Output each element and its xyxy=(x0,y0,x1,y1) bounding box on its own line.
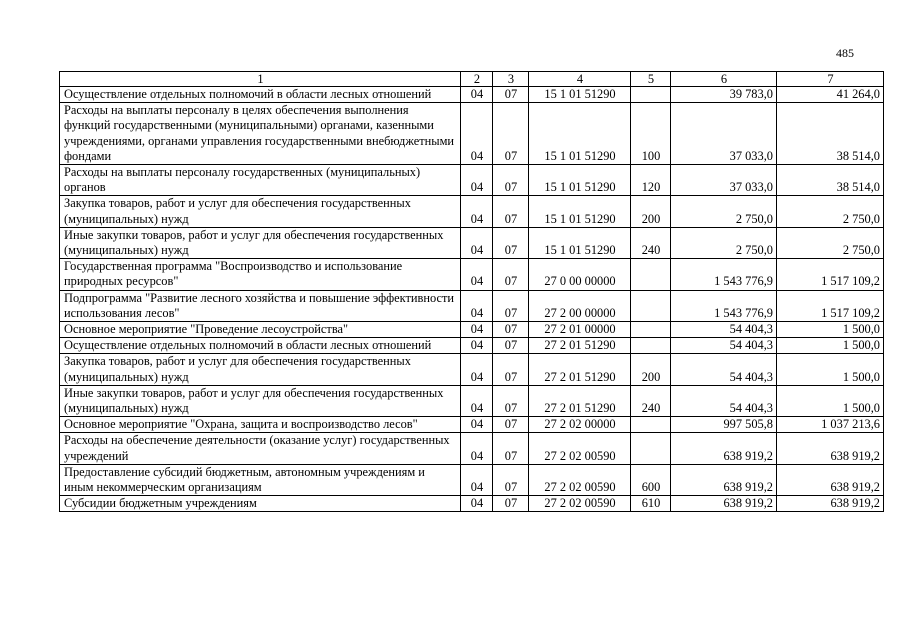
amount-year1-cell: 2 750,0 xyxy=(671,196,777,227)
expense-name-cell: Основное мероприятие "Проведение лесоустройства" xyxy=(60,322,461,338)
table-row xyxy=(60,433,884,464)
amount-year1-cell: 638 919,2 xyxy=(671,496,777,512)
expense-name-cell: Иные закупки товаров, работ и услуг для обеспечения государственных (муниципальных) нужд xyxy=(60,385,461,416)
amount-year1-cell: 1 543 776,9 xyxy=(671,290,777,321)
amount-year1-cell: 1 543 776,9 xyxy=(671,259,777,290)
amount-year1-cell: 54 404,3 xyxy=(671,385,777,416)
expense-name-cell: Расходы на выплаты персоналу в целях обеспечения выполнения функций государственными (муниципальными) органами, казенными учреждениями, органами управления государственными внебюджетными фондами xyxy=(60,103,461,165)
table-row xyxy=(60,385,884,416)
column-header: 6 xyxy=(671,72,777,87)
expense-type-cell: 610 xyxy=(631,496,671,512)
table-row xyxy=(60,417,884,433)
target-article-cell: 27 2 00 00000 xyxy=(529,290,631,321)
amount-year2-cell: 38 514,0 xyxy=(777,165,884,196)
amount-year1-cell: 54 404,3 xyxy=(671,322,777,338)
section-code-cell: 04 xyxy=(461,354,493,385)
expense-type-cell xyxy=(631,338,671,354)
expense-type-cell: 240 xyxy=(631,385,671,416)
amount-year2-cell: 638 919,2 xyxy=(777,464,884,495)
table-row xyxy=(60,354,884,385)
expense-name-cell: Осуществление отдельных полномочий в области лесных отношений xyxy=(60,338,461,354)
amount-year2-cell: 1 500,0 xyxy=(777,354,884,385)
target-article-cell: 27 2 02 00000 xyxy=(529,417,631,433)
amount-year2-cell: 38 514,0 xyxy=(777,103,884,165)
target-article-cell: 15 1 01 51290 xyxy=(529,87,631,103)
section-code-cell: 04 xyxy=(461,385,493,416)
subsection-code-cell: 07 xyxy=(493,322,529,338)
section-code-cell: 04 xyxy=(461,322,493,338)
amount-year1-cell: 638 919,2 xyxy=(671,433,777,464)
table-row xyxy=(60,165,884,196)
table-row xyxy=(60,464,884,495)
amount-year2-cell: 1 517 109,2 xyxy=(777,259,884,290)
section-code-cell: 04 xyxy=(461,417,493,433)
column-header: 5 xyxy=(631,72,671,87)
column-header: 1 xyxy=(60,72,461,87)
target-article-cell: 15 1 01 51290 xyxy=(529,103,631,165)
section-code-cell: 04 xyxy=(461,496,493,512)
expense-type-cell: 200 xyxy=(631,196,671,227)
amount-year2-cell: 1 037 213,6 xyxy=(777,417,884,433)
target-article-cell: 27 2 01 00000 xyxy=(529,322,631,338)
subsection-code-cell: 07 xyxy=(493,496,529,512)
subsection-code-cell: 07 xyxy=(493,227,529,258)
target-article-cell: 27 2 01 51290 xyxy=(529,338,631,354)
section-code-cell: 04 xyxy=(461,87,493,103)
section-code-cell: 04 xyxy=(461,433,493,464)
section-code-cell: 04 xyxy=(461,259,493,290)
subsection-code-cell: 07 xyxy=(493,417,529,433)
expense-type-cell xyxy=(631,87,671,103)
amount-year1-cell: 37 033,0 xyxy=(671,103,777,165)
table-row xyxy=(60,196,884,227)
section-code-cell: 04 xyxy=(461,338,493,354)
expense-type-cell xyxy=(631,290,671,321)
section-code-cell: 04 xyxy=(461,165,493,196)
amount-year1-cell: 54 404,3 xyxy=(671,338,777,354)
page-number: 485 xyxy=(836,46,854,60)
amount-year1-cell: 54 404,3 xyxy=(671,354,777,385)
section-code-cell: 04 xyxy=(461,227,493,258)
expense-type-cell xyxy=(631,433,671,464)
subsection-code-cell: 07 xyxy=(493,433,529,464)
expense-name-cell: Государственная программа "Воспроизводство и использование природных ресурсов" xyxy=(60,259,461,290)
subsection-code-cell: 07 xyxy=(493,290,529,321)
budget-table xyxy=(59,71,884,512)
column-header: 3 xyxy=(493,72,529,87)
subsection-code-cell: 07 xyxy=(493,338,529,354)
target-article-cell: 27 2 02 00590 xyxy=(529,464,631,495)
amount-year2-cell: 1 500,0 xyxy=(777,385,884,416)
amount-year2-cell: 638 919,2 xyxy=(777,496,884,512)
subsection-code-cell: 07 xyxy=(493,385,529,416)
expense-name-cell: Основное мероприятие "Охрана, защита и воспроизводство лесов" xyxy=(60,417,461,433)
table-row xyxy=(60,103,884,165)
amount-year2-cell: 1 500,0 xyxy=(777,322,884,338)
expense-type-cell: 120 xyxy=(631,165,671,196)
expense-name-cell: Подпрограмма "Развитие лесного хозяйства и повышение эффективности использования лесов" xyxy=(60,290,461,321)
target-article-cell: 15 1 01 51290 xyxy=(529,227,631,258)
expense-name-cell: Предоставление субсидий бюджетным, автономным учреждениям и иным некоммерческим организациям xyxy=(60,464,461,495)
expense-type-cell: 600 xyxy=(631,464,671,495)
subsection-code-cell: 07 xyxy=(493,103,529,165)
subsection-code-cell: 07 xyxy=(493,196,529,227)
subsection-code-cell: 07 xyxy=(493,259,529,290)
table-row xyxy=(60,87,884,103)
expense-type-cell xyxy=(631,322,671,338)
expense-name-cell: Расходы на выплаты персоналу государственных (муниципальных) органов xyxy=(60,165,461,196)
section-code-cell: 04 xyxy=(461,290,493,321)
amount-year2-cell: 1 500,0 xyxy=(777,338,884,354)
expense-type-cell xyxy=(631,417,671,433)
expense-type-cell: 100 xyxy=(631,103,671,165)
target-article-cell: 27 0 00 00000 xyxy=(529,259,631,290)
subsection-code-cell: 07 xyxy=(493,165,529,196)
expense-name-cell: Осуществление отдельных полномочий в области лесных отношений xyxy=(60,87,461,103)
section-code-cell: 04 xyxy=(461,196,493,227)
column-header: 2 xyxy=(461,72,493,87)
amount-year2-cell: 1 517 109,2 xyxy=(777,290,884,321)
expense-name-cell: Иные закупки товаров, работ и услуг для обеспечения государственных (муниципальных) нужд xyxy=(60,227,461,258)
amount-year1-cell: 638 919,2 xyxy=(671,464,777,495)
expense-name-cell: Субсидии бюджетным учреждениям xyxy=(60,496,461,512)
target-article-cell: 27 2 02 00590 xyxy=(529,433,631,464)
amount-year1-cell: 39 783,0 xyxy=(671,87,777,103)
target-article-cell: 27 2 01 51290 xyxy=(529,385,631,416)
table-row xyxy=(60,322,884,338)
amount-year1-cell: 2 750,0 xyxy=(671,227,777,258)
expense-name-cell: Расходы на обеспечение деятельности (оказание услуг) государственных учреждений xyxy=(60,433,461,464)
expense-type-cell xyxy=(631,259,671,290)
target-article-cell: 27 2 02 00590 xyxy=(529,496,631,512)
amount-year2-cell: 638 919,2 xyxy=(777,433,884,464)
table-row xyxy=(60,290,884,321)
amount-year2-cell: 41 264,0 xyxy=(777,87,884,103)
subsection-code-cell: 07 xyxy=(493,354,529,385)
subsection-code-cell: 07 xyxy=(493,464,529,495)
table-row xyxy=(60,338,884,354)
table-header-row xyxy=(60,72,884,87)
column-header: 4 xyxy=(529,72,631,87)
amount-year2-cell: 2 750,0 xyxy=(777,196,884,227)
expense-name-cell: Закупка товаров, работ и услуг для обеспечения государственных (муниципальных) нужд xyxy=(60,196,461,227)
amount-year2-cell: 2 750,0 xyxy=(777,227,884,258)
column-header: 7 xyxy=(777,72,884,87)
target-article-cell: 15 1 01 51290 xyxy=(529,196,631,227)
target-article-cell: 27 2 01 51290 xyxy=(529,354,631,385)
amount-year1-cell: 37 033,0 xyxy=(671,165,777,196)
section-code-cell: 04 xyxy=(461,464,493,495)
section-code-cell: 04 xyxy=(461,103,493,165)
target-article-cell: 15 1 01 51290 xyxy=(529,165,631,196)
table-row xyxy=(60,227,884,258)
expense-name-cell: Закупка товаров, работ и услуг для обеспечения государственных (муниципальных) нужд xyxy=(60,354,461,385)
amount-year1-cell: 997 505,8 xyxy=(671,417,777,433)
expense-type-cell: 200 xyxy=(631,354,671,385)
expense-type-cell: 240 xyxy=(631,227,671,258)
table-row xyxy=(60,496,884,512)
subsection-code-cell: 07 xyxy=(493,87,529,103)
table-row xyxy=(60,259,884,290)
